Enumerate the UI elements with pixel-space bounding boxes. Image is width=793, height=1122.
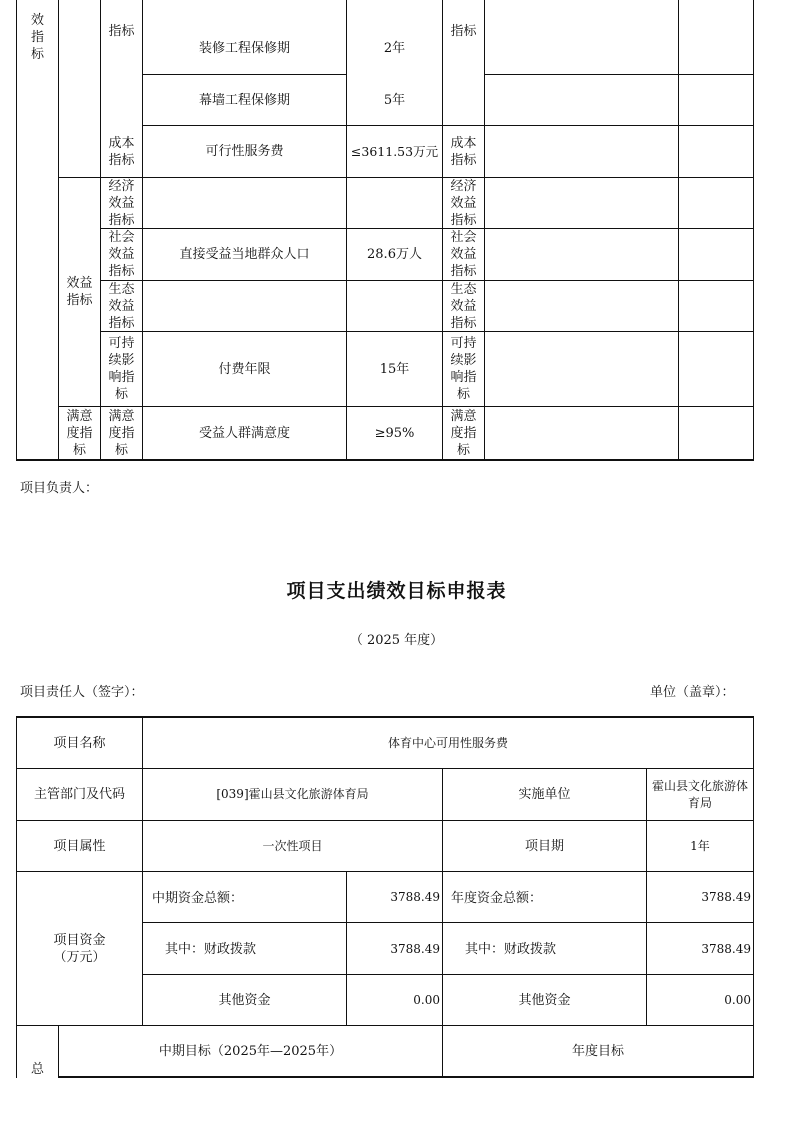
satisfaction-group-label: 满意度指标 (66, 408, 93, 458)
output-subindicator-label-right: 指标 (450, 23, 477, 39)
sustainable-indicator-label-right: 可持续影响指标 (450, 336, 477, 402)
dept-value: [039]霍山县文化旅游体育局 (216, 787, 369, 801)
annual-goal-label: 年度目标 (571, 1043, 624, 1059)
mid-fiscal-label: 其中：财政拨款 (165, 942, 257, 957)
cost-indicator-label-right: 成本指标 (450, 135, 477, 168)
indicator-name: 可行性服务费 (205, 144, 284, 159)
year-line: （ 2025 年度） (349, 633, 444, 648)
social-indicator-label: 社会效益指标 (108, 230, 135, 279)
indicator-value: ≤3611.53万元 (350, 144, 439, 159)
project-attr-label: 项目属性 (53, 838, 106, 854)
mid-other-label: 其他资金 (218, 992, 271, 1008)
project-name-label: 项目名称 (53, 735, 106, 751)
responsible-signature-label: 项目责任人（签字）： (20, 685, 144, 700)
indicator-name: 装修工程保修期 (198, 40, 290, 56)
sustainable-indicator-label: 可持续影响指标 (108, 336, 135, 402)
annual-other-label: 其他资金 (518, 992, 571, 1008)
economic-indicator-label-right: 经济效益指标 (450, 178, 477, 228)
impl-unit-label: 实施单位 (518, 787, 571, 802)
project-funds-label: 项目资金（万元） (53, 932, 106, 965)
indicator-value: ≥95% (374, 425, 415, 441)
benefit-indicator-label: 效益指标 (66, 276, 93, 308)
indicator-name: 付费年限 (218, 361, 271, 377)
indicator-value: 2年 (383, 40, 406, 56)
dept-label: 主管部门及代码 (33, 787, 125, 802)
project-attr-value: 一次性项目 (262, 838, 323, 853)
annual-total-label: 年度资金总额： (451, 891, 543, 906)
ecological-indicator-label: 生态效益指标 (108, 281, 135, 331)
overall-goal-label: 总 (31, 1062, 45, 1077)
project-period-value: 1年 (690, 838, 710, 853)
project-name-value: 体育中心可用性服务费 (387, 735, 508, 750)
social-indicator-label-right: 社会效益指标 (450, 230, 477, 279)
annual-total-value: 3788.49 (701, 890, 751, 904)
project-leader-label: 项目负责人： (20, 481, 99, 496)
mid-other-value: 0.00 (413, 993, 440, 1007)
form-title: 项目支出绩效目标申报表 (286, 580, 507, 602)
mid-total-value: 3788.49 (390, 890, 440, 904)
impl-unit-value: 霍山县文化旅游体育局 (651, 778, 748, 810)
economic-indicator-label: 经济效益指标 (108, 178, 135, 228)
mid-total-label: 中期资金总额： (152, 891, 244, 906)
mid-goal-label: 中期目标（2025年—2025年） (158, 1043, 343, 1059)
indicator-value: 28.6万人 (367, 247, 422, 262)
satisfaction-indicator-label-right: 满意度指标 (450, 408, 477, 458)
annual-other-value: 0.00 (724, 993, 751, 1007)
indicator-name: 幕墙工程保修期 (198, 92, 290, 108)
annual-fiscal-value: 3788.49 (701, 941, 751, 956)
project-period-label: 项目期 (524, 838, 564, 854)
ecological-indicator-label-right: 生态效益指标 (450, 281, 477, 331)
cost-indicator-label: 成本指标 (108, 135, 135, 168)
indicator-name: 受益人群满意度 (198, 425, 290, 441)
output-indicator-label: 效指标 (30, 13, 44, 62)
output-subindicator-label: 指标 (108, 23, 135, 39)
unit-seal-label: 单位（盖章）： (650, 685, 735, 700)
indicator-value: 5年 (383, 92, 406, 108)
indicator-name: 直接受益当地群众人口 (179, 247, 310, 262)
mid-fiscal-value: 3788.49 (390, 941, 440, 956)
annual-fiscal-label: 其中：财政拨款 (465, 942, 557, 957)
indicator-value: 15年 (379, 361, 410, 377)
satisfaction-indicator-label: 满意度指标 (108, 408, 135, 458)
